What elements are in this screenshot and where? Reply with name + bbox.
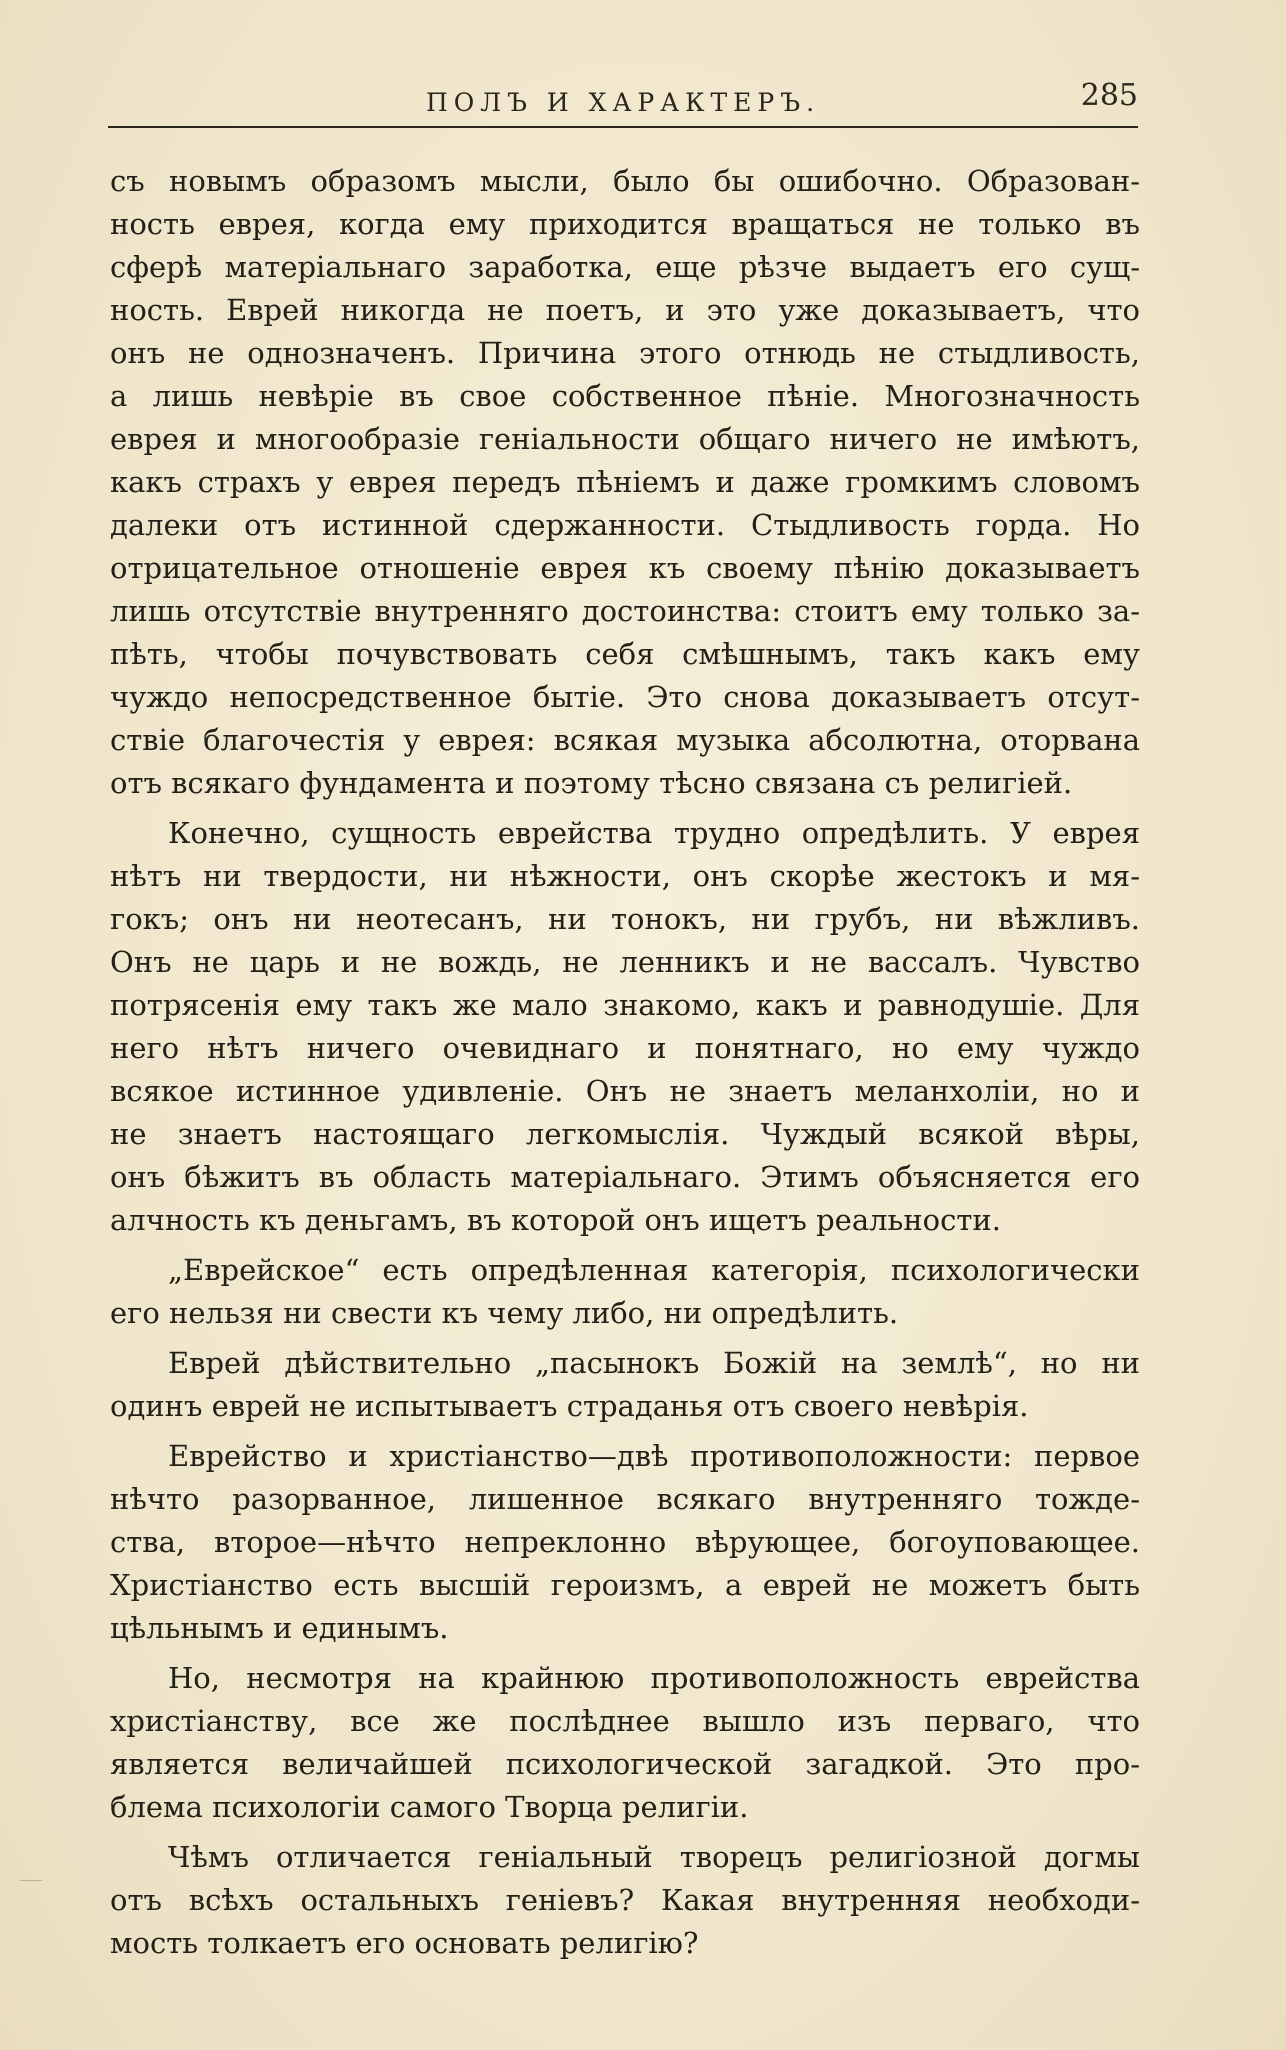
text-line: съ новымъ образомъ мысли, было бы ошибочно. Образован- <box>110 164 1140 198</box>
text-line: ства, второе—нѣчто непреклонно вѣрующее, богоуповающее. <box>110 1525 1140 1559</box>
text-line: нѣтъ ни твердости, ни нѣжности, онъ скорѣе жестокъ и мя- <box>110 859 1140 893</box>
text-line: онъ не однозначенъ. Причина этого отнюдь не стыдливость, <box>110 336 1140 370</box>
margin-smudge <box>20 1880 42 1887</box>
text-line: одинъ еврей не испытываетъ страданья отъ своего невѣрія. <box>110 1389 1029 1423</box>
paragraph-gap <box>110 1335 1140 1342</box>
paragraph-gap <box>110 1829 1140 1836</box>
text-line: мость толкаетъ его основать религію? <box>110 1926 699 1960</box>
text-line: какъ страхъ у еврея передъ пѣніемъ и даже громкимъ словомъ <box>110 465 1140 499</box>
text-line: еврея и многообразіе геніальности общаго ничего не имѣютъ, <box>110 422 1140 456</box>
text-line: Еврей дѣйствительно „пасынокъ Божій на землѣ“, но ни <box>168 1346 1140 1380</box>
text-line: онъ бѣжитъ въ область матеріальнаго. Этимъ объясняется его <box>110 1160 1140 1194</box>
running-title: ПОЛЪ И ХАРАКТЕРЪ. <box>425 88 821 117</box>
body-text <box>110 160 1140 1965</box>
text-line: Еврейство и христіанство—двѣ противоположности: первое <box>168 1439 1140 1473</box>
header-rule <box>108 126 1138 128</box>
page-number: 285 <box>1080 78 1138 113</box>
text-line: христіанству, все же послѣднее вышло изъ перваго, что <box>110 1704 1140 1738</box>
text-line: потрясенія ему такъ же мало знакомо, какъ и равнодушіе. Для <box>110 988 1140 1022</box>
text-line: чуждо непосредственное бытіе. Это снова доказываетъ отсут- <box>110 680 1140 714</box>
text-line: ствіе благочестія у еврея: всякая музыка абсолютна, оторвана <box>110 723 1140 757</box>
text-line: нѣчто разорванное, лишенное всякаго внутренняго тожде- <box>110 1482 1140 1516</box>
text-line: алчность къ деньгамъ, въ которой онъ ищетъ реальности. <box>110 1203 1001 1237</box>
text-line: а лишь невѣріе въ свое собственное пѣніе. Многозначность <box>110 379 1140 413</box>
text-line: него нѣтъ ничего очевиднаго и понятнаго, но ему чуждо <box>110 1031 1140 1065</box>
text-line: цѣльнымъ и единымъ. <box>110 1611 449 1645</box>
text-line: отрицательное отношеніе еврея къ своему пѣнію доказываетъ <box>110 551 1140 585</box>
text-line: далеки отъ истинной сдержанности. Стыдливость горда. Но <box>110 508 1140 542</box>
text-line: является величайшей психологической загадкой. Это про- <box>110 1747 1140 1781</box>
text-line: пѣть, чтобы почувствовать себя смѣшнымъ, такъ какъ ему <box>110 637 1140 671</box>
text-line: Чѣмъ отличается геніальный творецъ религіозной догмы <box>168 1840 1140 1874</box>
text-line: не знаетъ настоящаго легкомыслія. Чуждый всякой вѣры, <box>110 1117 1140 1151</box>
text-line: ность. Еврей никогда не поетъ, и это уже доказываетъ, что <box>110 293 1140 327</box>
text-line: блема психологіи самого Творца религіи. <box>110 1790 749 1824</box>
paragraph <box>110 160 1140 805</box>
paragraph <box>110 1657 1140 1829</box>
paragraph <box>110 1836 1140 1965</box>
paragraph-gap <box>110 1428 1140 1435</box>
text-line: всякое истинное удивленіе. Онъ не знаетъ меланхоліи, но и <box>110 1074 1140 1108</box>
text-line: „Еврейское“ есть опредѣленная категорія, психологически <box>168 1253 1140 1287</box>
text-line: Конечно, сущность еврейства трудно опредѣлить. У еврея <box>168 816 1140 850</box>
paragraph-gap <box>110 1242 1140 1249</box>
paragraph <box>110 1435 1140 1650</box>
text-line: Онъ не царь и не вождь, не ленникъ и не вассалъ. Чувство <box>110 945 1140 979</box>
text-line: сферѣ матеріальнаго заработка, еще рѣзче выдаетъ его сущ- <box>110 250 1140 284</box>
paragraph <box>110 812 1140 1242</box>
paragraph-gap <box>110 805 1140 812</box>
running-head <box>108 78 1138 128</box>
text-line: отъ всякаго фундамента и поэтому тѣсно связана съ религіей. <box>110 766 1073 800</box>
text-line: Христіанство есть высшій героизмъ, а еврей не можетъ быть <box>110 1568 1140 1602</box>
text-line: отъ всѣхъ остальныхъ геніевъ? Какая внутренняя необходи- <box>110 1883 1140 1917</box>
paragraph <box>110 1249 1140 1335</box>
paragraph-gap <box>110 1650 1140 1657</box>
text-line: Но, несмотря на крайнюю противоположность еврейства <box>168 1661 1140 1695</box>
text-line: лишь отсутствіе внутренняго достоинства: стоитъ ему только за- <box>110 594 1140 628</box>
text-line: его нельзя ни свести къ чему либо, ни опредѣлить. <box>110 1296 899 1330</box>
text-line: ность еврея, когда ему приходится вращаться не только въ <box>110 207 1140 241</box>
paragraph <box>110 1342 1140 1428</box>
text-line: гокъ; онъ ни неотесанъ, ни тонокъ, ни грубъ, ни вѣжливъ. <box>110 902 1140 936</box>
